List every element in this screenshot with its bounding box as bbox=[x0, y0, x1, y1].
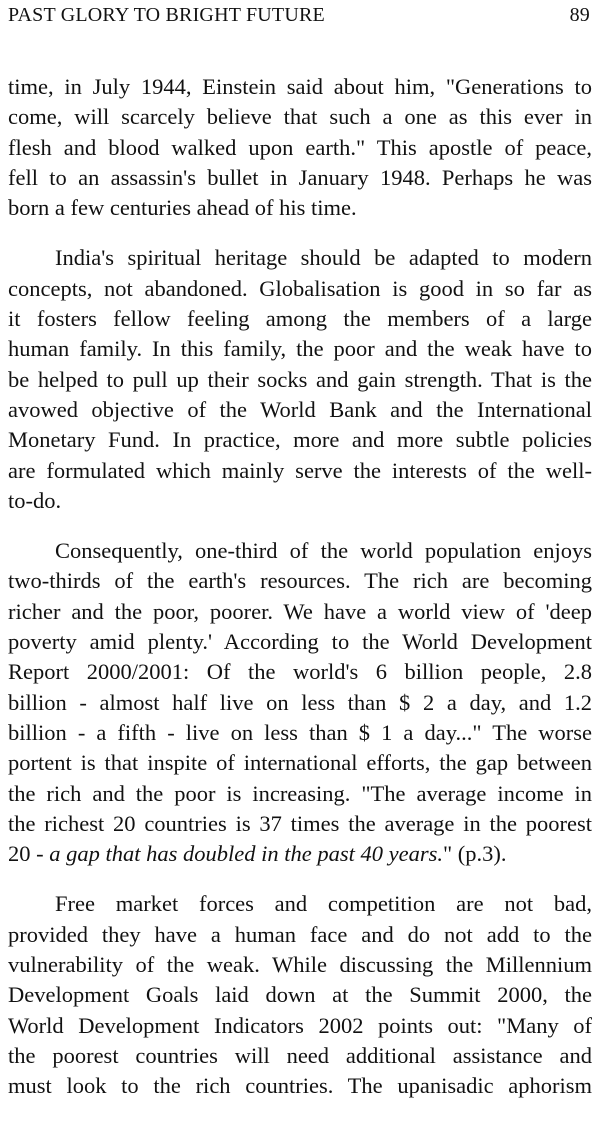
text-line: provided they have a human face and do not add to the bbox=[8, 921, 592, 947]
body-text bbox=[8, 72, 592, 1122]
running-header bbox=[8, 2, 590, 28]
text-line: to-do. bbox=[8, 487, 62, 513]
italic-quote: a gap that has doubled in the past 40 years. bbox=[49, 841, 443, 867]
line-suffix: " (p.3). bbox=[442, 841, 507, 867]
text-line: born a few centuries ahead of his time. bbox=[8, 195, 357, 221]
text-line: richer and the poor, poorer. We have a world view of 'deep bbox=[8, 598, 592, 624]
page-number: 89 bbox=[569, 4, 590, 26]
text-line: the poorest countries will need additional assistance and bbox=[8, 1042, 592, 1068]
paragraph-4 bbox=[8, 889, 592, 1101]
text-line: flesh and blood walked upon earth." This apostle of peace, bbox=[8, 134, 592, 160]
text-line: Monetary Fund. In practice, more and more subtle policies bbox=[8, 427, 592, 453]
text-line: time, in July 1944, Einstein said about him, "Generations to bbox=[8, 74, 592, 99]
text-line: poverty amid plenty.' According to the World Development bbox=[8, 629, 592, 655]
text-line: billion - a fifth - live on less than $ 1 a day..." The worse bbox=[8, 719, 592, 745]
text-line: Development Goals laid down at the Summit 2000, the bbox=[8, 982, 592, 1008]
text-line: billion - almost half live on less than $ 2 a day, and 1.2 bbox=[8, 689, 592, 715]
text-line: human family. In this family, the poor and the weak have to bbox=[8, 336, 592, 362]
paragraph-2 bbox=[8, 243, 592, 516]
text-line: must look to the rich countries. The upanisadic aphorism bbox=[8, 1073, 592, 1099]
text-line: Consequently, one-third of the world population enjoys bbox=[55, 538, 592, 564]
text-line: avowed objective of the World Bank and the International bbox=[8, 396, 592, 422]
text-line: it fosters fellow feeling among the members of a large bbox=[8, 306, 592, 332]
text-line: are formulated which mainly serve the interests of the well- bbox=[8, 457, 592, 483]
running-title: PAST GLORY TO BRIGHT FUTURE bbox=[8, 4, 325, 26]
text-line: the rich and the poor is increasing. "The average income in bbox=[8, 780, 592, 806]
text-line: Report 2000/2001: Of the world's 6 billion people, 2.8 bbox=[8, 659, 592, 685]
text-line: the richest 20 countries is 37 times the average in the poorest bbox=[8, 810, 592, 836]
text-line: World Development Indicators 2002 points out: "Many of bbox=[8, 1012, 592, 1038]
line-prefix: 20 - bbox=[8, 841, 50, 867]
text-line: Free market forces and competition are not bad, bbox=[55, 891, 592, 917]
text-line: portent is that inspite of international efforts, the gap between bbox=[8, 750, 592, 776]
text-line: come, will scarcely believe that such a one as this ever in bbox=[8, 104, 592, 130]
text-line: concepts, not abandoned. Globalisation is good in so far as bbox=[8, 275, 592, 301]
text-line: two-thirds of the earth's resources. The rich are becoming bbox=[8, 568, 592, 594]
text-line: be helped to pull up their socks and gain strength. That is the bbox=[8, 366, 592, 392]
text-line: fell to an assassin's bullet in January 1948. Perhaps he was bbox=[8, 164, 592, 190]
paragraph-1 bbox=[8, 72, 592, 223]
paragraph-3 bbox=[8, 536, 592, 869]
text-line: vulnerability of the weak. While discussing the Millennium bbox=[8, 952, 592, 978]
text-line: India's spiritual heritage should be adapted to modern bbox=[55, 245, 592, 271]
text-line-with-italic bbox=[8, 839, 592, 869]
